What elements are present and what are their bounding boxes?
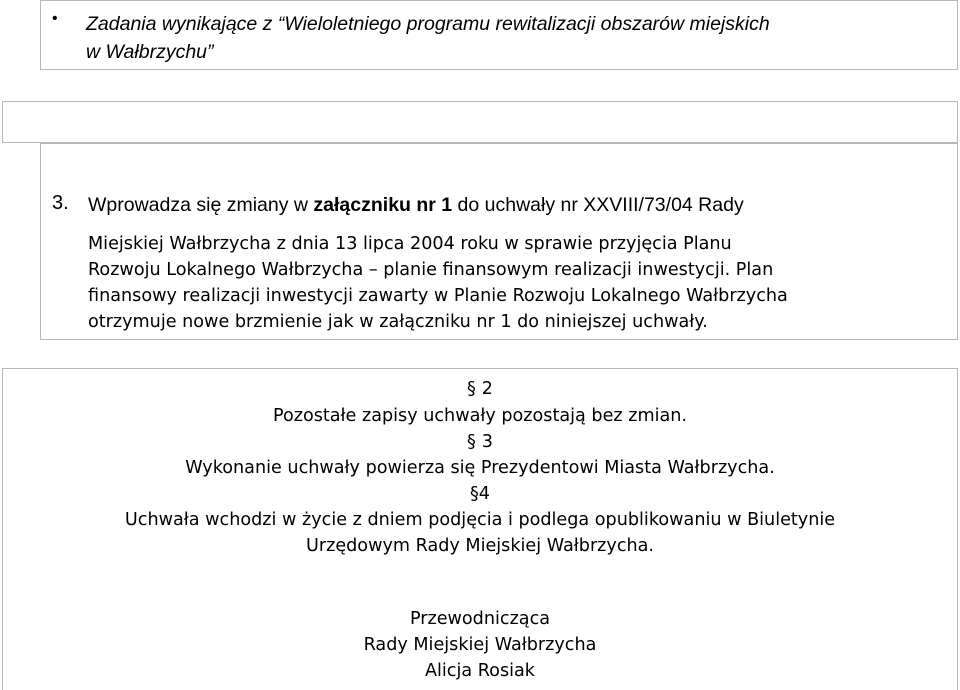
signature-body: Rady Miejskiej Wałbrzycha xyxy=(363,635,597,655)
section-sign-icon: § xyxy=(467,379,476,399)
section-2-heading xyxy=(0,376,960,402)
point3-line1-post: do uchwały nr XXVIII/73/04 Rady xyxy=(452,194,744,216)
point3-line4: finansowy realizacji inwestycji zawarty w Planie Rozwoju Lokalnego Wałbrzycha xyxy=(88,286,788,306)
point3-line3-b: Plan xyxy=(730,260,774,280)
section-2-number: 2 xyxy=(481,379,493,399)
point3-line3-a: Rozwoju Lokalnego Wałbrzycha – planie finansowym realizacji inwestycji. xyxy=(88,260,731,280)
section-3-number: 3 xyxy=(481,432,493,452)
bullet-text-line2: w Wałbrzychu” xyxy=(86,41,214,63)
signature-name: Alicja Rosiak xyxy=(425,661,535,681)
section-4-text-line1: Uchwała wchodzi w życie z dniem podjęcia i podlega opublikowaniu w Biuletynie xyxy=(124,510,836,530)
section-2-text: Pozostałe zapisy uchwały pozostają bez zmian. xyxy=(272,406,688,426)
point-number: 3. xyxy=(52,192,69,214)
section-4-number: 4 xyxy=(478,484,490,504)
section-sign-icon: § xyxy=(470,484,479,504)
bullet-icon: • xyxy=(52,10,58,27)
point3-line1-bold: załączniku nr 1 xyxy=(313,194,453,216)
section-3-heading xyxy=(0,429,960,455)
empty-row xyxy=(2,101,958,143)
point3-line2: Miejskiej Wałbrzycha z dnia 13 lipca 2004 roku w sprawie przyjęcia Planu xyxy=(88,234,732,254)
section-3-text: Wykonanie uchwały powierza się Prezydentowi Miasta Wałbrzycha. xyxy=(185,458,775,478)
section-4-heading xyxy=(0,481,960,507)
signature-title: Przewodnicząca xyxy=(409,609,551,629)
bullet-text-line1: Zadania wynikające z “Wieloletniego programu rewitalizacji obszarów miejskich xyxy=(86,13,770,35)
section-4-text-line2: Urzędowym Rady Miejskiej Wałbrzycha. xyxy=(305,536,655,556)
bullet-text xyxy=(86,10,946,66)
point3-line1-pre: Wprowadza się zmiany w xyxy=(88,194,314,216)
point3-line5: otrzymuje nowe brzmienie jak w załączniku nr 1 do niniejszej uchwały. xyxy=(88,312,708,332)
point3-line3 xyxy=(88,257,773,283)
point3-line1 xyxy=(88,192,744,218)
section-sign-icon: § xyxy=(467,432,476,452)
